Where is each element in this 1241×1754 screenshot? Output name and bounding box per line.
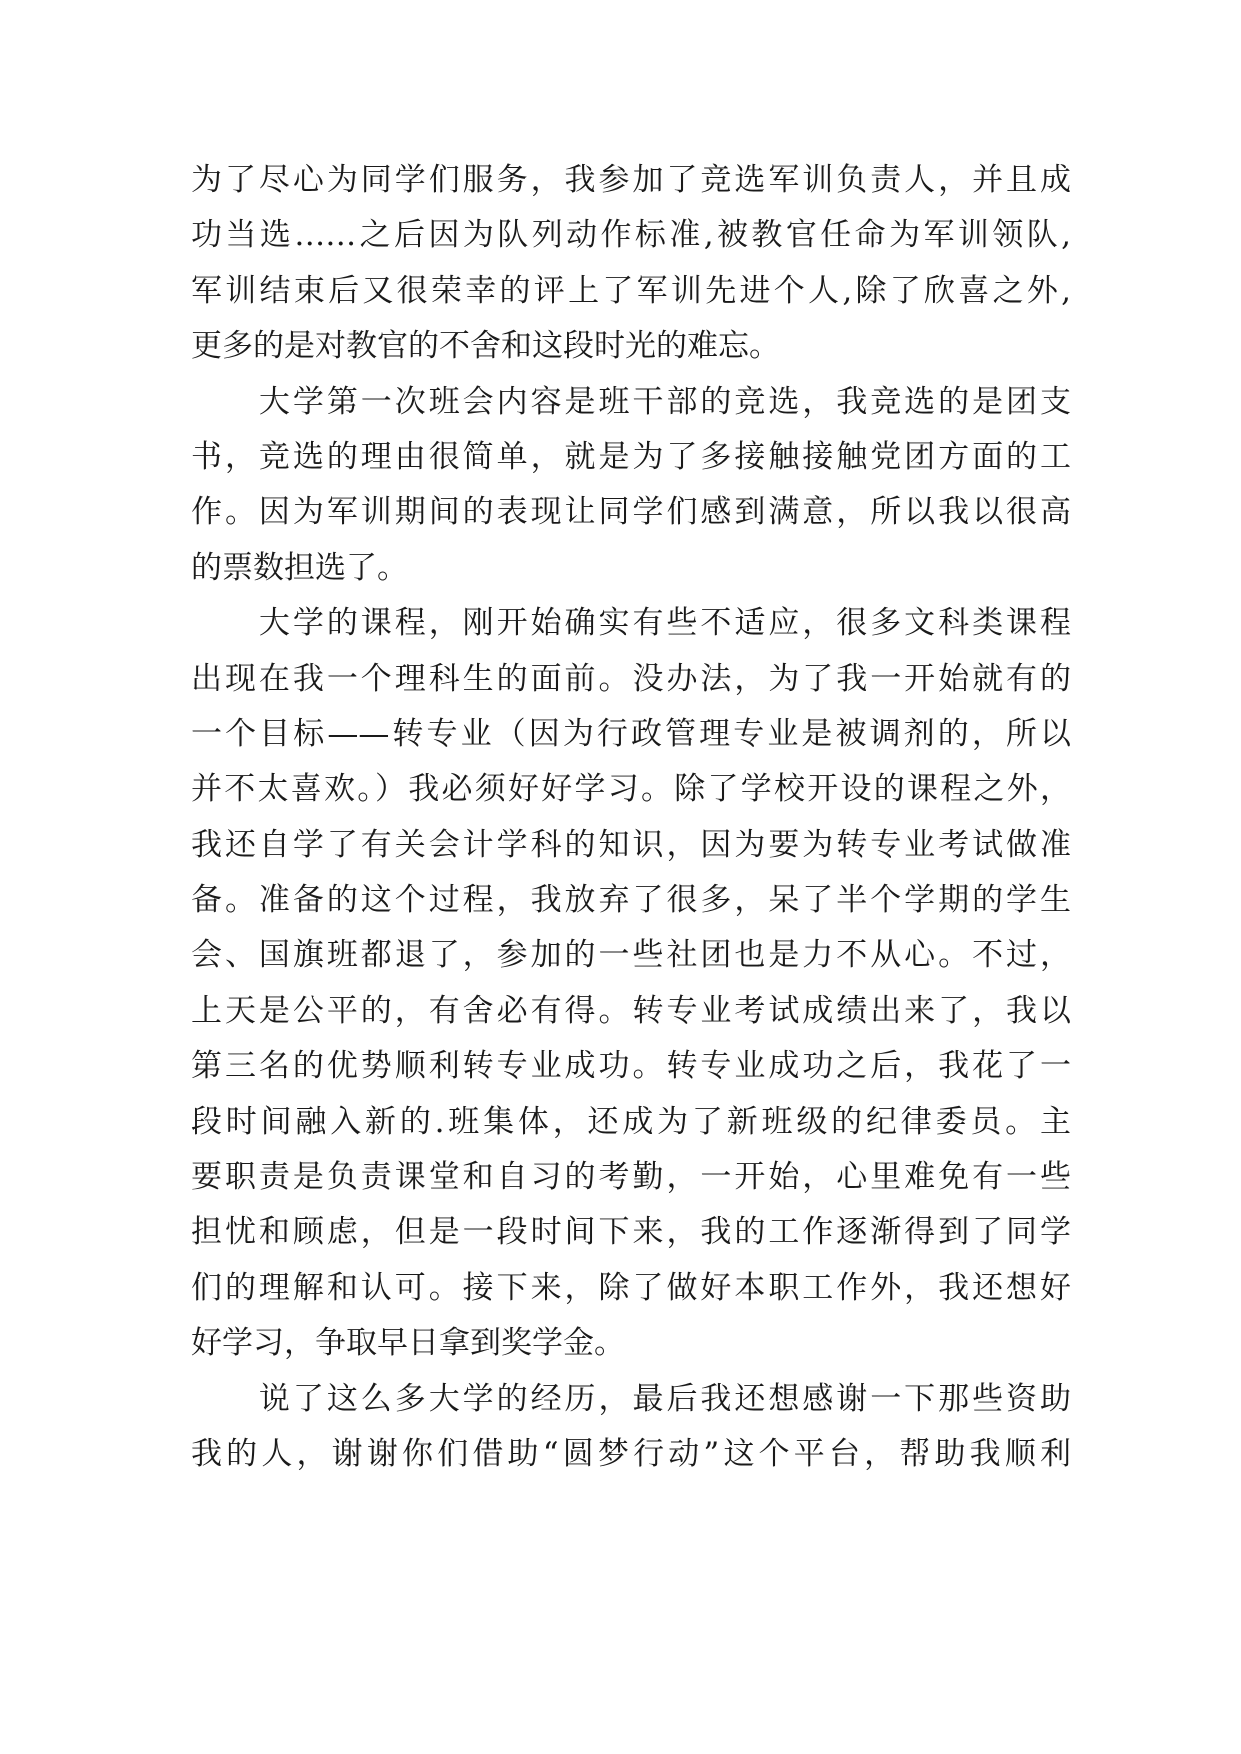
text-line: 功当选……之后因为队列动作标准,被教官任命为军训领队, <box>191 217 1071 254</box>
text-line: 书，竞选的理由很简单，就是为了多接触接触党团方面的工 <box>191 438 1071 475</box>
text-line: 更多的是对教官的不舍和这段时光的难忘。 <box>191 328 780 365</box>
text-line: 作。因为军训期间的表现让同学们感到满意，所以我以很高 <box>191 494 1071 531</box>
text-line: 好学习，争取早日拿到奖学金。 <box>191 1325 625 1362</box>
text-line: 会、国旗班都退了，参加的一些社团也是力不从心。不过， <box>191 937 1071 974</box>
paragraph-thanks <box>191 1379 1071 1490</box>
paragraph-class-meeting <box>191 382 1071 604</box>
text-line: 担忧和顾虑，但是一段时间下来，我的工作逐渐得到了同学 <box>191 1214 1071 1251</box>
text-line: 们的理解和认可。接下来，除了做好本职工作外，我还想好 <box>191 1269 1071 1306</box>
text-line: 并不太喜欢。）我必须好好学习。除了学校开设的课程之外， <box>191 771 1071 808</box>
text-line: 的票数担选了。 <box>191 549 408 586</box>
text-line: 我的人，谢谢你们借助“圆梦行动”这个平台，帮助我顺利 <box>191 1435 1071 1472</box>
paragraph-military-training <box>191 160 1071 382</box>
text-line: 出现在我一个理科生的面前。没办法，为了我一开始就有的 <box>191 660 1071 697</box>
text-line: 我还自学了有关会计学科的知识，因为要为转专业考试做准 <box>191 826 1071 863</box>
text-line: 大学的课程，刚开始确实有些不适应，很多文科类课程 <box>191 605 1071 642</box>
paragraph-courses <box>191 603 1071 1378</box>
body-text <box>191 160 1071 1489</box>
text-line: 上天是公平的，有舍必有得。转专业考试成绩出来了，我以 <box>191 992 1071 1029</box>
text-line: 一个目标——转专业（因为行政管理专业是被调剂的，所以 <box>191 715 1071 752</box>
text-line: 段时间融入新的.班集体，还成为了新班级的纪律委员。主 <box>191 1103 1071 1140</box>
text-line: 第三名的优势顺利转专业成功。转专业成功之后，我花了一 <box>191 1048 1071 1085</box>
text-line: 要职责是负责课堂和自习的考勤，一开始，心里难免有一些 <box>191 1159 1071 1196</box>
text-line: 说了这么多大学的经历，最后我还想感谢一下那些资助 <box>191 1380 1071 1417</box>
text-line: 备。准备的这个过程，我放弃了很多，呆了半个学期的学生 <box>191 882 1071 919</box>
text-line: 为了尽心为同学们服务，我参加了竞选军训负责人，并且成 <box>191 162 1071 198</box>
text-line: 大学第一次班会内容是班干部的竞选，我竞选的是团支 <box>191 383 1071 420</box>
text-line: 军训结束后又很荣幸的评上了军训先进个人,除了欣喜之外, <box>191 272 1071 309</box>
